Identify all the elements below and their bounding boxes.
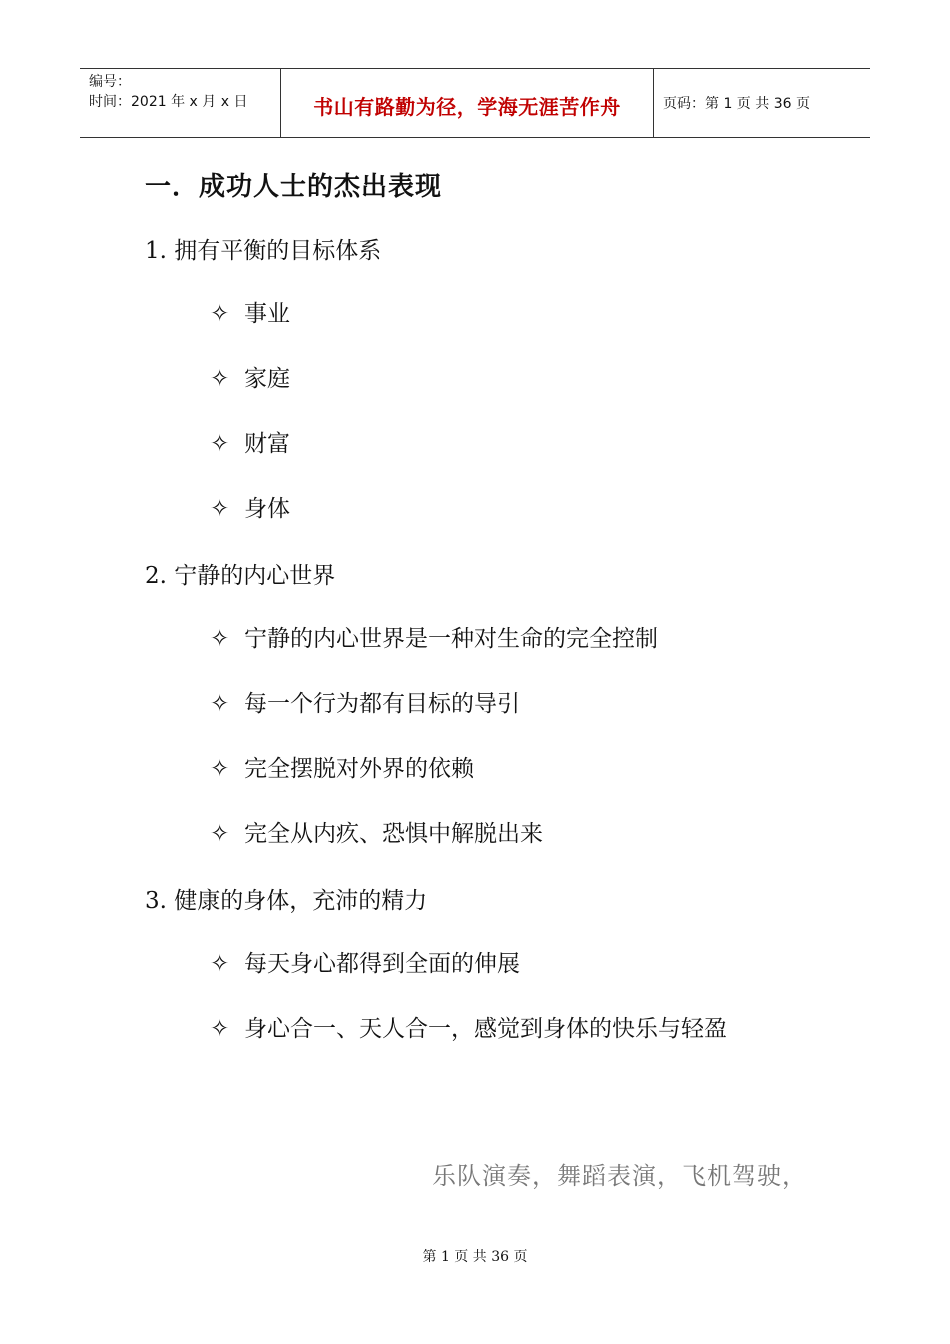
star-bullet-icon: ✧ (210, 301, 230, 327)
section-heading: 3. 健康的身体，充沛的精力 (145, 888, 428, 914)
star-bullet-icon: ✧ (210, 366, 230, 392)
document-number-label: 编号： (89, 74, 131, 90)
list-item-text: 财富 (244, 431, 290, 457)
header-page-cell (654, 69, 870, 137)
document-header (80, 68, 870, 138)
star-bullet-icon: ✧ (210, 951, 230, 977)
page-info: 页码：第 1 页 共 36 页 (663, 96, 810, 112)
list-item-text: 完全摆脱对外界的依赖 (244, 756, 474, 782)
list-item-text: 家庭 (244, 366, 290, 392)
list-item (210, 1014, 727, 1044)
page-footer: 第 1 页 共 36 页 (422, 1249, 528, 1265)
document-date: 时间：2021 年 x 月 x 日 (89, 94, 248, 110)
list-item (210, 299, 290, 329)
list-item-text: 每天身心都得到全面的伸展 (244, 951, 520, 977)
star-bullet-icon: ✧ (210, 691, 230, 717)
list-item (210, 624, 658, 654)
star-bullet-icon: ✧ (210, 496, 230, 522)
list-item (210, 754, 474, 784)
list-item-text: 完全从内疚、恐惧中解脱出来 (244, 821, 543, 847)
section-heading: 1. 拥有平衡的目标体系 (145, 238, 382, 264)
star-bullet-icon: ✧ (210, 431, 230, 457)
list-item-text: 身体 (244, 496, 290, 522)
page-title: 一．成功人士的杰出表现 (145, 172, 443, 202)
list-item (210, 949, 520, 979)
star-bullet-icon: ✧ (210, 821, 230, 847)
star-bullet-icon: ✧ (210, 756, 230, 782)
list-item-text: 宁静的内心世界是一种对生命的完全控制 (244, 626, 658, 652)
list-item (210, 364, 290, 394)
list-item-text: 身心合一、天人合一，感觉到身体的快乐与轻盈 (244, 1016, 727, 1042)
list-item (210, 689, 520, 719)
header-motto-cell (281, 69, 654, 137)
star-bullet-icon: ✧ (210, 1016, 230, 1042)
star-bullet-icon: ✧ (210, 626, 230, 652)
section-heading: 2. 宁静的内心世界 (145, 563, 336, 589)
list-item (210, 494, 290, 524)
list-item (210, 429, 290, 459)
footer-note: 乐队演奏，舞蹈表演，飞机驾驶， (432, 1162, 807, 1190)
header-meta-cell (80, 69, 281, 137)
list-item-text: 事业 (244, 301, 290, 327)
list-item (210, 819, 543, 849)
motto: 书山有路勤为径，学海无涯苦作舟 (313, 95, 621, 119)
list-item-text: 每一个行为都有目标的导引 (244, 691, 520, 717)
